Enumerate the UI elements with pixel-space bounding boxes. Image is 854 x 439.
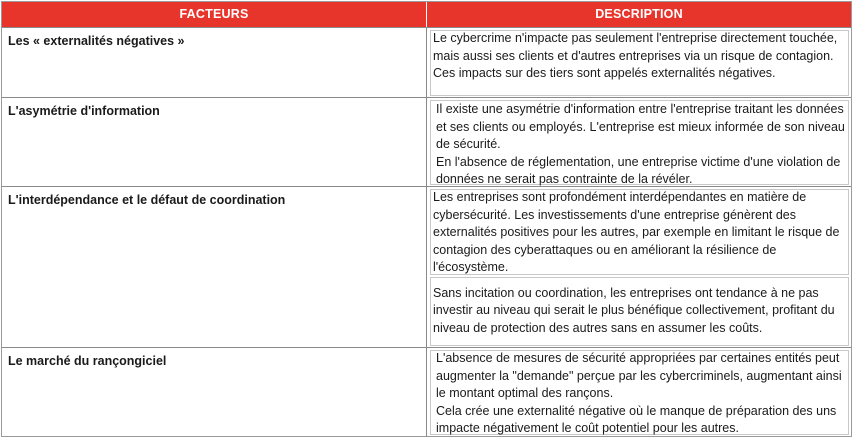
table-row [2, 27, 851, 98]
table-row [2, 347, 851, 437]
header-factors: FACTEURS [2, 2, 427, 27]
description-text: L'absence de mesures de sécurité appropriées par certaines entités peut augmenter la "demande" perçue par les cybercriminels, augmentant ainsi le montant optimal des rançons. [436, 351, 842, 400]
header-description: DESCRIPTION [427, 2, 851, 27]
description-text: Sans incitation ou coordination, les entreprises ont tendance à ne pas investir au niveau qui serait le plus bénéfique collectivement, profitant du niveau de protection des autres sans en assumer les coûts. [433, 285, 835, 335]
factor-cell [2, 187, 427, 348]
description-cell [436, 101, 846, 189]
factor-cell [2, 28, 427, 98]
table-row [2, 97, 851, 187]
description-cell [436, 350, 848, 438]
factor-label: Les « externalités négatives » [8, 34, 185, 48]
factors-table [1, 1, 852, 437]
description-text: Il existe une asymétrie d'information entre l'entreprise traitant les données et ses clients ou employés. L'entreprise est mieux informée de son niveau de sécurité. [436, 102, 845, 151]
table-row [2, 186, 851, 348]
factor-cell [2, 98, 427, 187]
description-text: En l'absence de réglementation, une entreprise victime d'une violation de données ne serait pas contrainte de la révéler. [436, 154, 841, 186]
factor-label: L'asymétrie d'information [8, 104, 160, 118]
factor-cell [2, 348, 427, 437]
description-cell [433, 30, 847, 83]
description-text: Cela crée une externalité négative où le manque de préparation des uns impacte négativement le coût potentiel pour les autres. [436, 403, 837, 435]
factor-label: L'interdépendance et le défaut de coordination [8, 193, 286, 207]
factor-label: Le marché du rançongiciel [8, 354, 167, 368]
description-text: Les entreprises sont profondément interdépendantes en matière de cybersécurité. Les investissements d'une entreprise génèrent des externalités positives pour les autres, par exemple en limitant le risque de contagion des cyberattaques ou en améliorant la résilience de l'écosystème. [433, 190, 840, 274]
description-cell [433, 189, 847, 337]
description-text: Le cybercrime n'impacte pas seulement l'entreprise directement touchée, mais aussi ses clients et d'autres entreprises via un risque de contagion. Ces impacts sur des tiers sont appelés externalités négatives. [433, 31, 838, 80]
